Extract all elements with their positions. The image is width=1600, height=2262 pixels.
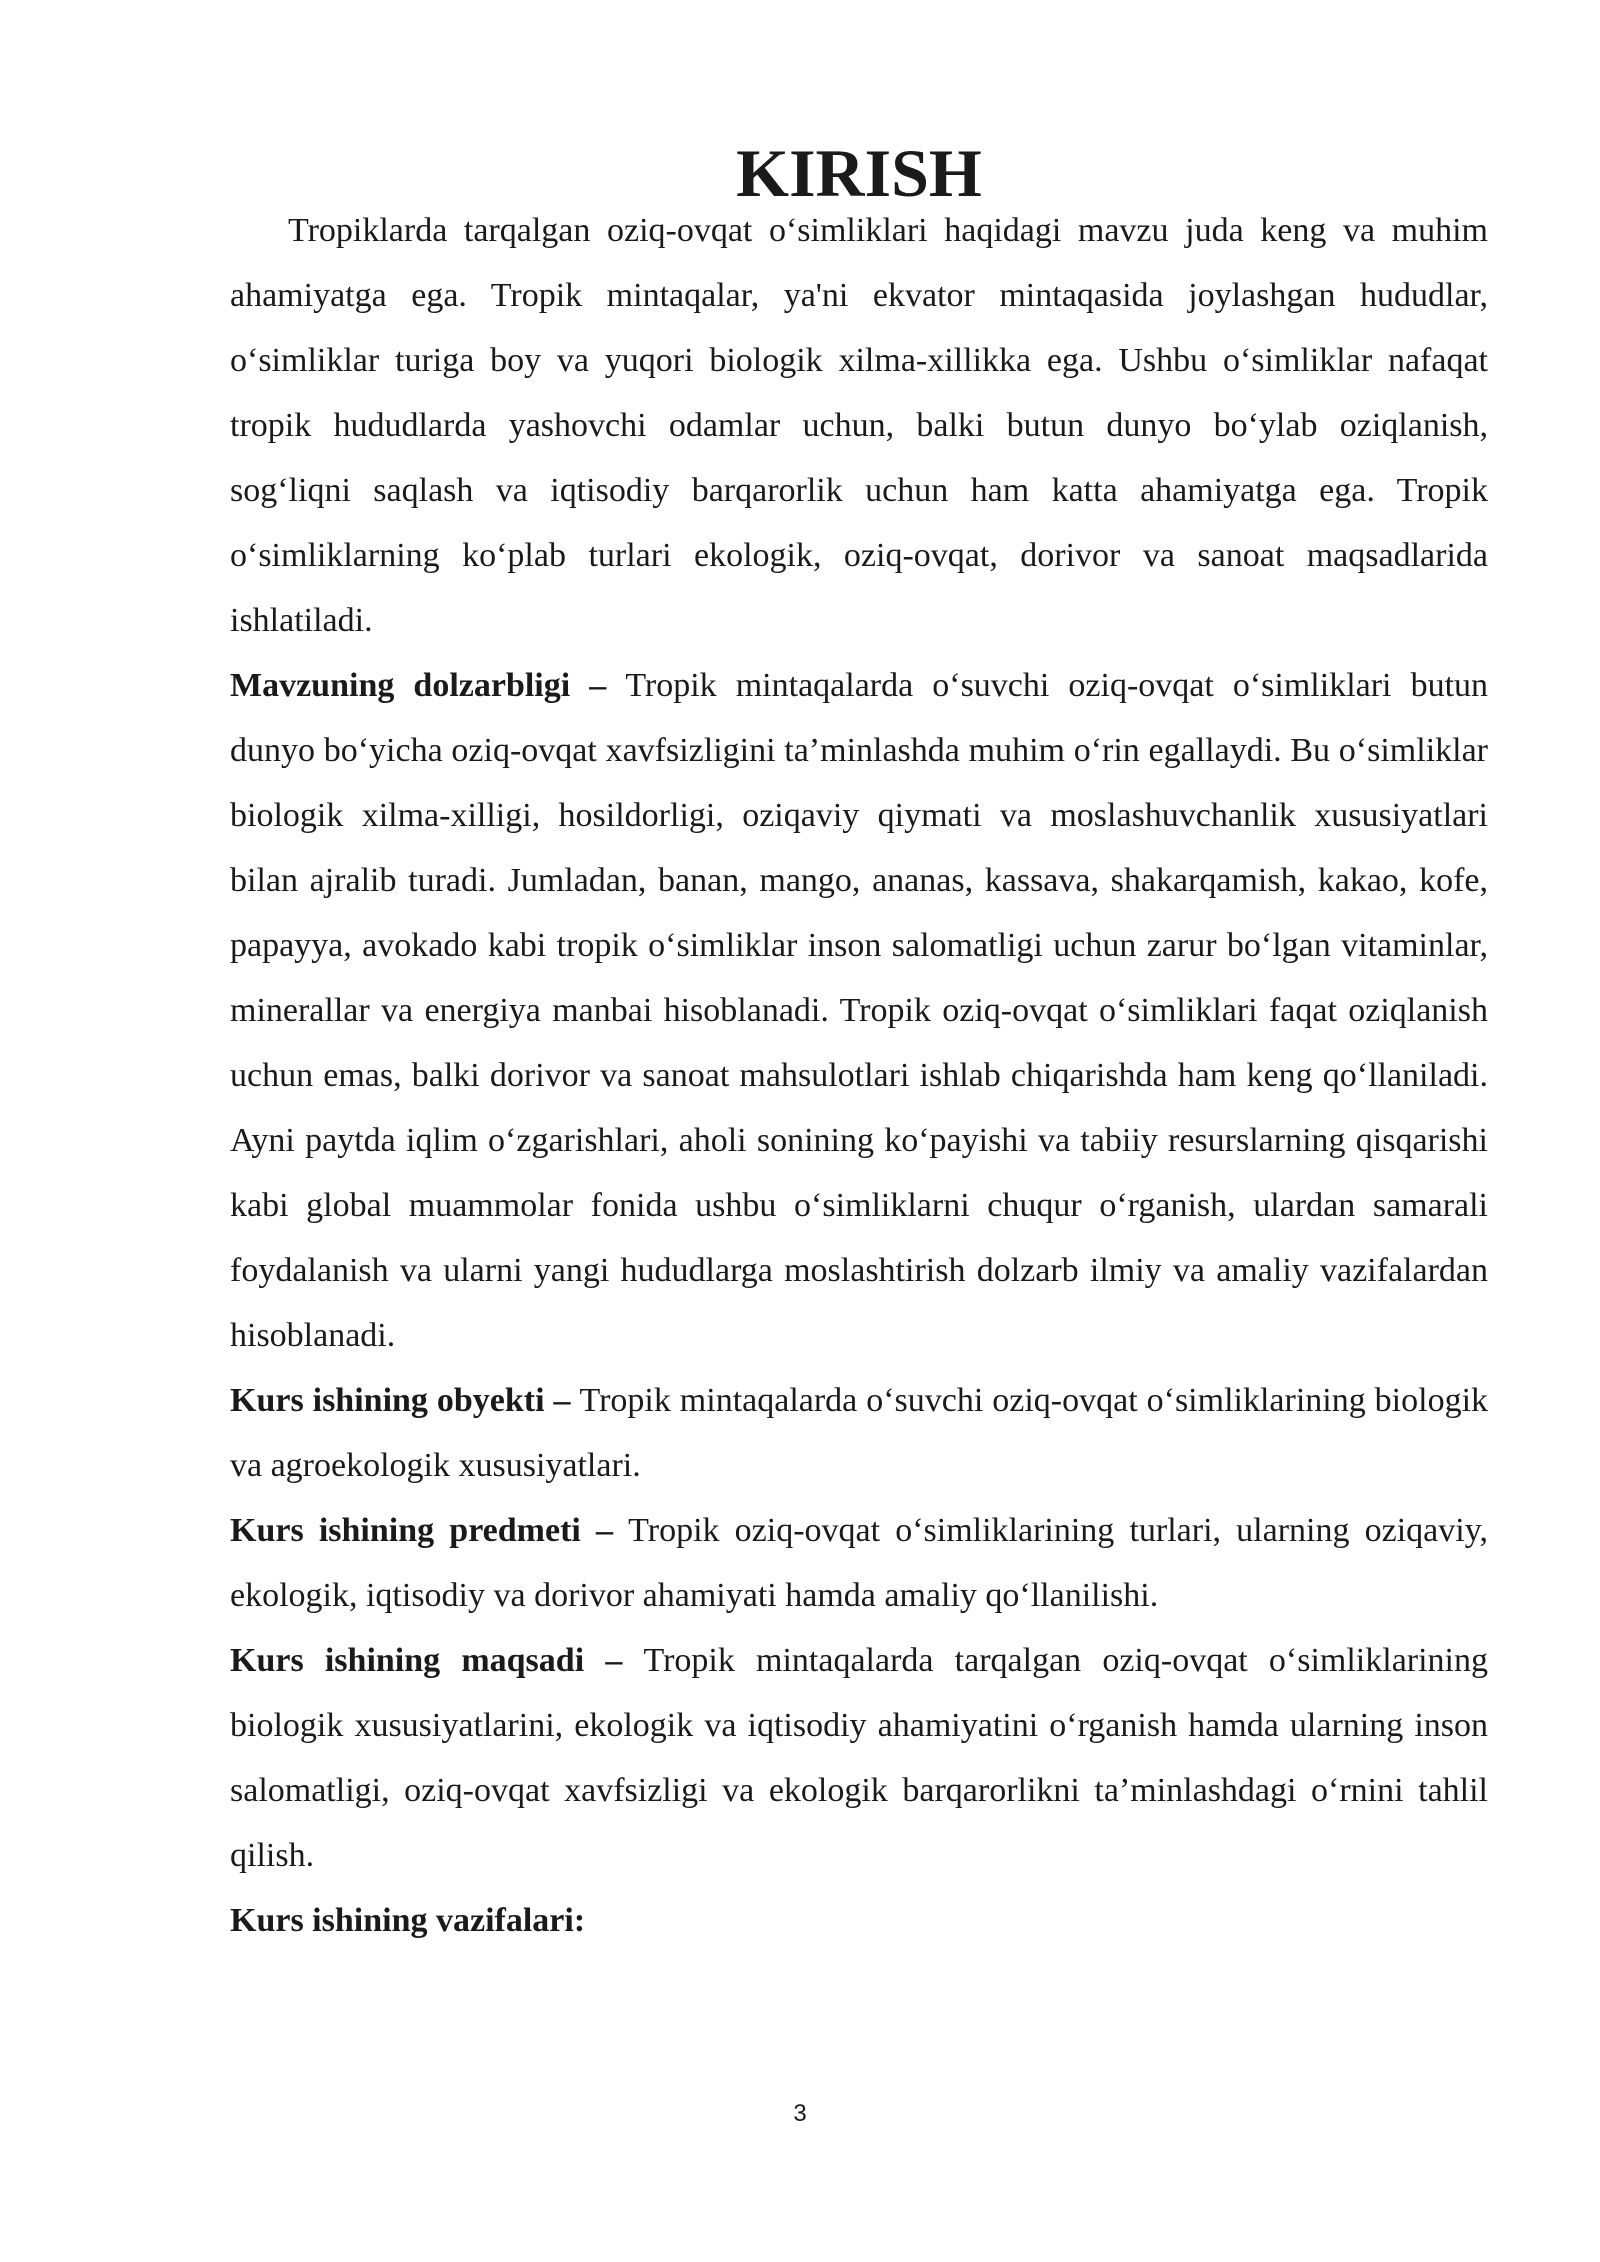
- section-dash: –: [570, 667, 626, 704]
- section-dash: –: [584, 1642, 644, 1679]
- section-text: Tropik mintaqalarda tarqalgan oziq-ovqat o‘simliklarining biologik xususiyatlarini, ekologik va iqtisodiy ahamiyatini o‘rganish hamda ularning inson salomatligi, oziq-ovqat xavfsizligi va ekologik barqarorlikni ta’minlashdagi o‘rnini tahlil qilish.: [230, 1642, 1489, 1874]
- page-title: KIRISH: [736, 135, 982, 211]
- section-object: [230, 1368, 1488, 1498]
- page-content: [230, 135, 1489, 1953]
- section-text: Tropik mintaqalarda o‘suvchi oziq-ovqat o‘simliklari butun dunyo bo‘yicha oziq-ovqat xavfsizligini ta’minlashda muhim o‘rin egallaydi. Bu o‘simliklar biologik xilma-xilligi, hosildorligi, oziqaviy qiymati va moslashuvchanlik xususiyatlari bilan ajralib turadi. Jumladan, banan, mango, ananas, kassava, shakarqamish, kakao, kofe, papayya, avokado kabi tropik o‘simliklar inson salomatligi uchun zarur bo‘lgan vitaminlar, minerallar va energiya manbai hisoblanadi. Tropik oziq-ovqat o‘simliklari faqat oziqlanish uchun emas, balki dorivor va sanoat mahsulotlari ishlab chiqarishda ham keng qo‘llaniladi. Ayni paytda iqlim o‘zgarishlari, aholi sonining ko‘payishi va tabiiy resurslarning qisqarishi kabi global muammolar fonida ushbu o‘simliklarni chuqur o‘rganish, ulardan samarali foydalanish va ularni yangi hududlarga moslashtirish dolzarb ilmiy va amaliy vazifalardan hisoblanadi.: [230, 667, 1489, 1354]
- section-term: Kurs ishining predmeti: [230, 1512, 581, 1549]
- section-relevance: [230, 653, 1488, 1368]
- section-text: Tropik oziq-ovqat o‘simliklarining turlari, ularning oziqaviy, ekologik, iqtisodiy va dorivor ahamiyati hamda amaliy qo‘llanilishi.: [230, 1512, 1489, 1614]
- intro-paragraph: Tropiklarda tarqalgan oziq-ovqat o‘simliklari haqidagi mavzu juda keng va muhim ahamiyatga ega. Tropik mintaqalar, ya'ni ekvator mintaqasida joylashgan hududlar, o‘simliklar turiga boy va yuqori biologik xilma-xillikka ega. Ushbu o‘simliklar nafaqat tropik hududlarda yashovchi odamlar uchun, balki butun dunyo bo‘ylab oziqlanish, sog‘liqni saqlash va iqtisodiy barqarorlik uchun ham katta ahamiyatga ega. Tropik o‘simliklarning ko‘plab turlari ekologik, oziq-ovqat, dorivor va sanoat maqsadlarida ishlatiladi.: [230, 212, 1488, 639]
- page-number: 3: [793, 2100, 807, 2127]
- section-dash: –: [544, 1382, 580, 1419]
- section-dash: –: [580, 1512, 629, 1549]
- section-goal: [230, 1628, 1488, 1888]
- section-term: Kurs ishining maqsadi: [230, 1642, 585, 1679]
- section-term: Mavzuning dolzarbligi: [230, 667, 571, 704]
- section-subject: [230, 1498, 1488, 1628]
- section-term: Kurs ishining obyekti: [230, 1382, 545, 1419]
- section-text: Tropik mintaqalarda o‘suvchi oziq-ovqat o‘simliklarining biologik va agroekologik xususiyatlari.: [230, 1382, 1489, 1484]
- tasks-heading: Kurs ishining vazifalari:: [230, 1902, 586, 1939]
